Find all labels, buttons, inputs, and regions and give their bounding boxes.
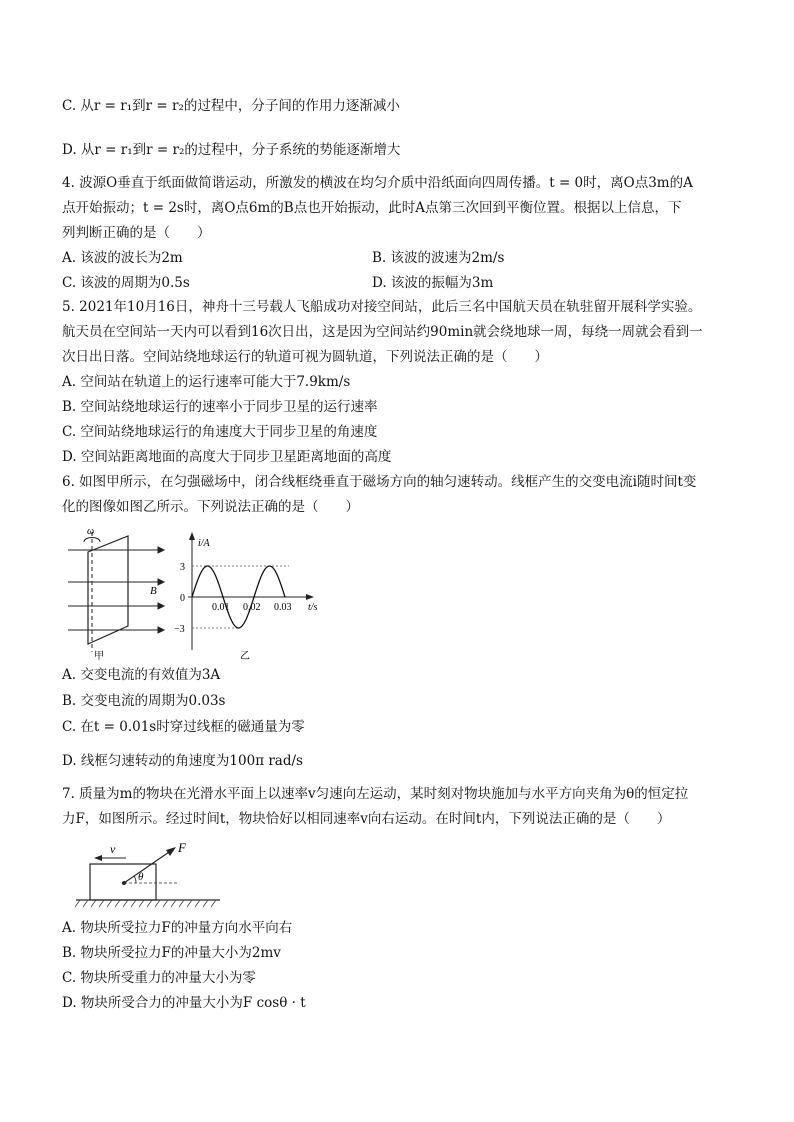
- angle-label: θ: [138, 871, 144, 883]
- coil-frame: [88, 536, 128, 644]
- y-axis-label: i/A: [198, 538, 210, 549]
- q7-stem-line2: 力F，如图所示。经过时间t，物块恰好以相同速率v向右运动。在时间t内，下列说法正确的是（ ）: [62, 811, 671, 827]
- q7-option-c: C. 物块所受重力的冲量大小为零: [62, 970, 256, 986]
- q7-stem-line1: 7. 质量为m的物块在光滑水平面上以速率v匀速向左运动，某时刻对物块施加与水平方向夹角为θ的恒定拉: [62, 786, 689, 802]
- q4-stem-line3: 列判断正确的是（ ）: [62, 225, 211, 241]
- q6-option-b: B. 交变电流的周期为0.03s: [62, 693, 226, 709]
- q5-option-d: D. 空间站距离地面的高度大于同步卫星距离地面的高度: [62, 449, 392, 465]
- q7-option-b: B. 物块所受拉力F的冲量大小为2mv: [62, 945, 281, 961]
- b-field-label: B: [150, 585, 157, 597]
- q6-option-c: C. 在t = 0.01s时穿过线框的磁通量为零: [62, 719, 305, 735]
- x-tick-003: 0.03: [274, 602, 292, 613]
- q4-stem-line2: 点开始振动；t = 2s时，离O点6m的B点也开始振动，此时A点第三次回到平衡位置。根据以上信息，下: [62, 200, 682, 216]
- figure-jia-label: 甲: [94, 651, 104, 662]
- q4-option-d: D. 该波的振幅为3m: [372, 275, 494, 291]
- q6-option-a: A. 交变电流的有效值为3A: [62, 667, 221, 683]
- q3-option-c: C. 从r = r₁到r = r₂的过程中，分子间的作用力逐渐减小: [62, 98, 400, 114]
- x-axis-label: t/s: [308, 602, 318, 613]
- q6-stem-line1: 6. 如图甲所示，在匀强磁场中，闭合线框绕垂直于磁场方向的轴匀速转动。线框产生的交变电流i随时间t变: [62, 474, 697, 490]
- force-label: F: [178, 840, 186, 855]
- omega-label: ω: [87, 526, 95, 537]
- q6-figure: [62, 522, 332, 662]
- q5-stem-line2: 航天员在空间站一天内可以看到16次日出，这是因为空间站约90min就会绕地球一周，每绕一周就会看到一: [62, 324, 703, 340]
- q6-option-d: D. 线框匀速转动的角速度为100π rad/s: [62, 753, 303, 769]
- q5-option-a: A. 空间站在轨道上的运行速率可能大于7.9km/s: [62, 374, 351, 390]
- q5-option-c: C. 空间站绕地球运行的角速度大于同步卫星的角速度: [62, 424, 378, 440]
- y-tick-3: 3: [180, 562, 185, 573]
- q7-option-a: A. 物块所受拉力F的冲量方向水平向右: [62, 920, 293, 936]
- q4-stem-line1: 4. 波源O垂直于纸面做简谐运动，所激发的横波在均匀介质中沿纸面向四周传播。t = 0时，离O点3m的A: [62, 175, 693, 191]
- q5-stem-line1: 5. 2021年10月16日，神舟十三号载人飞船成功对接空间站，此后三名中国航天员在轨驻留开展科学实验。: [62, 299, 702, 315]
- figure-yi-label: 乙: [240, 651, 250, 662]
- q7-figure: [74, 838, 224, 910]
- angle-arc: [134, 876, 136, 883]
- q6-stem-line2: 化的图像如图乙所示。下列说法正确的是（ ）: [62, 499, 359, 515]
- current-graph: [174, 532, 318, 662]
- q5-stem-line3: 次日出日落。空间站绕地球运行的轨道可视为圆轨道，下列说法正确的是（ ）: [62, 349, 548, 365]
- q4-option-c: C. 该波的周期为0.5s: [62, 275, 190, 291]
- q5-option-b: B. 空间站绕地球运行的速率小于同步卫星的运行速率: [62, 399, 378, 415]
- y-tick-0: 0: [180, 593, 185, 604]
- q4-option-b: B. 该波的波速为2m/s: [372, 250, 505, 266]
- y-tick-neg3: −3: [174, 624, 185, 635]
- q3-option-d: D. 从r = r₁到r = r₂的过程中，分子系统的势能逐渐增大: [62, 142, 401, 158]
- x-tick-001: 0.01: [212, 602, 230, 613]
- x-tick-002: 0.02: [243, 602, 261, 613]
- velocity-label: v: [110, 842, 116, 856]
- q7-option-d: D. 物块所受合力的冲量大小为F cosθ · t: [62, 995, 306, 1011]
- ground-hatching: [75, 900, 216, 907]
- force-arrow: [124, 850, 172, 883]
- q4-option-a: A. 该波的波长为2m: [62, 250, 183, 266]
